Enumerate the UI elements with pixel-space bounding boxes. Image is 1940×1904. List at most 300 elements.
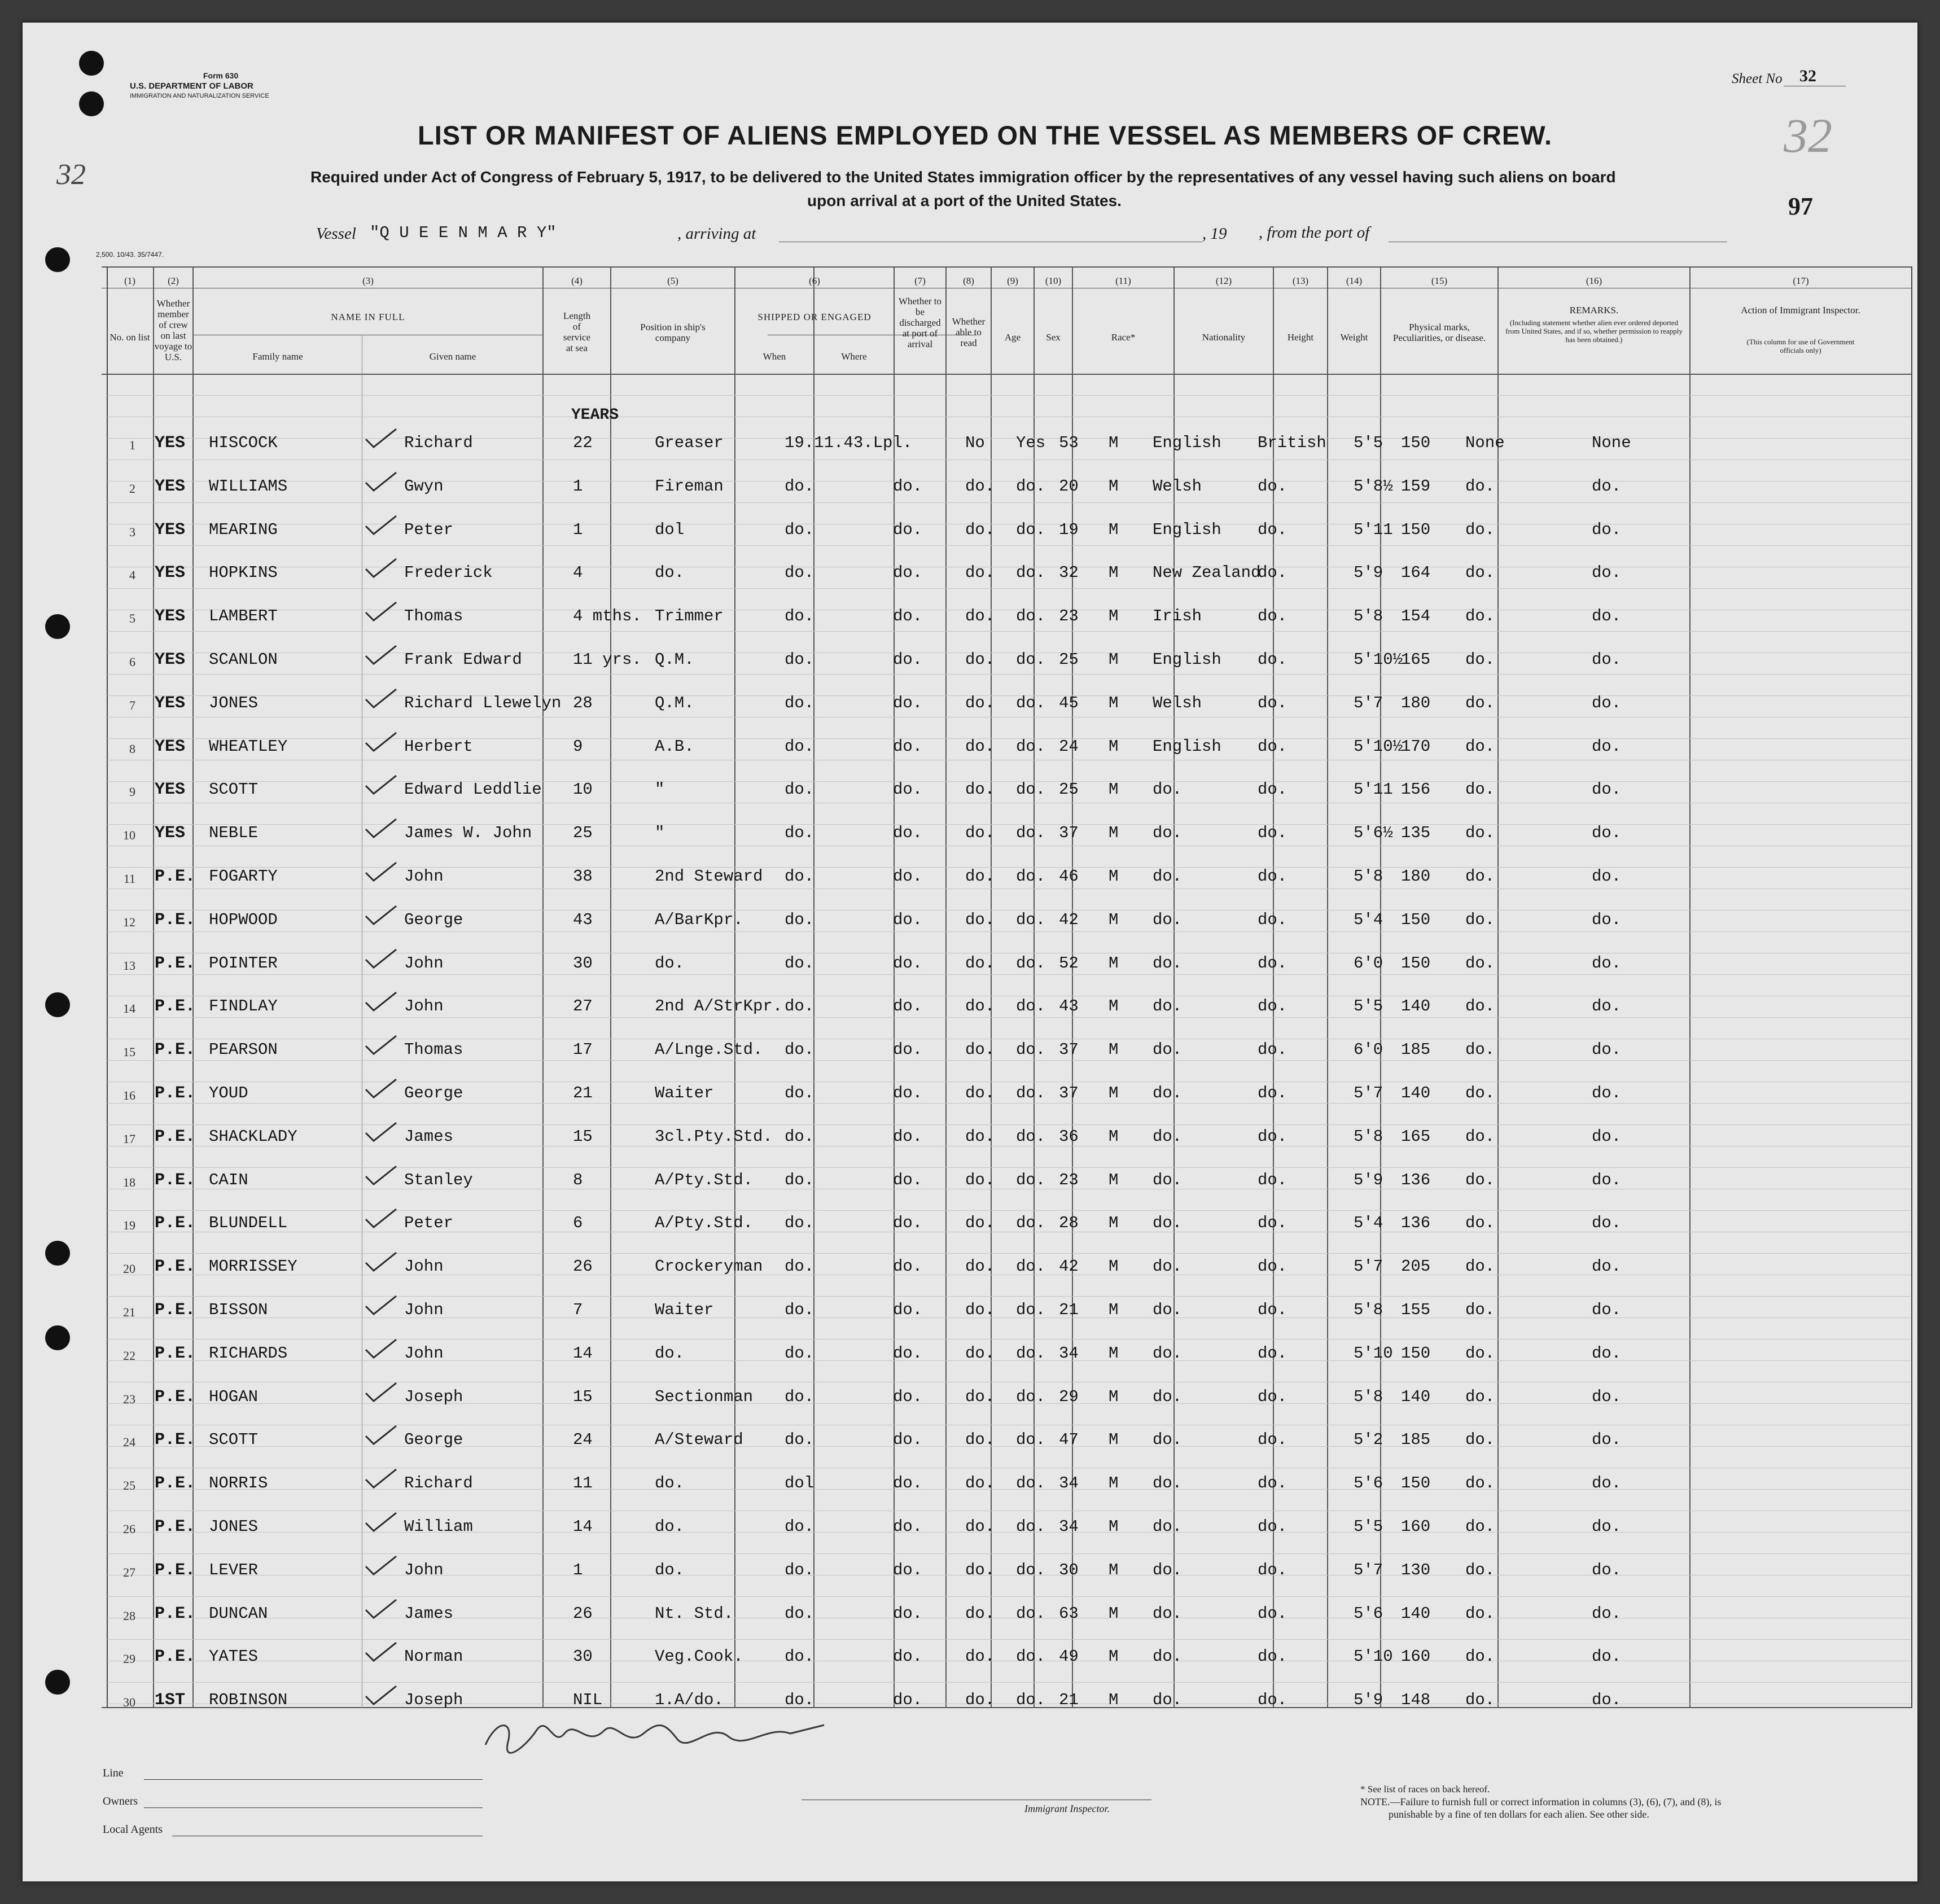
cell-crew: P.E. [155,1214,196,1233]
col-15-label: Physical marks, Peculiarities, or disease. [1392,322,1486,343]
cell-remarks: do. [1592,910,1622,929]
cell-service: 4 mths. [573,607,642,626]
cell-race: New Zealand [1153,563,1261,583]
cell-remarks: do. [1592,607,1622,626]
cell-service: 8 [573,1170,583,1189]
cell-given: John [404,1301,444,1319]
cell-height: 5'10½ [1354,650,1403,669]
cell-age: 34 [1059,1474,1079,1493]
cell-age: 42 [1059,1257,1079,1276]
table-row [23,559,1917,593]
col-10-label: Sex [1046,332,1061,343]
cell-race: do. [1153,1214,1183,1233]
cell-weight: 164 [1401,563,1431,583]
cell-race: do. [1153,1691,1183,1710]
cell-race: do. [1153,780,1183,799]
cell-service: 10 [573,780,593,799]
cell-marks: do. [1465,1517,1495,1536]
cell-service: 24 [573,1430,593,1450]
cell-position: " [655,824,665,843]
cell-disch: do. [965,1084,995,1102]
cell-sex: M [1109,1040,1119,1060]
check-mark-icon [361,514,401,536]
cell-family: DUNCAN [209,1604,268,1623]
cell-marks: None [1465,434,1505,452]
cell-remarks: do. [1592,1214,1622,1233]
cell-marks: do. [1465,780,1495,799]
cell-read: do. [1016,867,1046,886]
col-3-label: NAME IN FULL [331,312,405,322]
cell-nat: do. [1258,607,1288,626]
cell-race: English [1153,737,1221,756]
col-4-label: Length of service at sea [563,310,591,353]
cell-nat: do. [1258,953,1288,973]
cell-remarks: do. [1592,476,1622,496]
table-row [23,1166,1917,1200]
cell-family: YATES [209,1647,259,1666]
cell-read: do. [1016,1691,1046,1710]
cell-marks: do. [1465,1474,1495,1493]
check-mark-icon [361,1511,401,1533]
cell-height: 6'0 [1354,1040,1383,1060]
note-line-1: NOTE.—Failure to furnish full or correct information in columns (3), (6), (7), and (8), is [1360,1796,1722,1807]
row-number: 1 [129,438,135,452]
check-mark-icon [361,1554,401,1577]
cell-sex: M [1109,476,1119,496]
col-16-label: REMARKS. [1569,305,1619,316]
cell-disch: do. [965,867,995,886]
cell-read: do. [1016,1301,1046,1319]
cell-weight: 165 [1401,1127,1431,1146]
cell-marks: do. [1465,997,1495,1016]
cell-when: do. [785,1387,814,1406]
cell-service: 4 [573,563,583,583]
cell-read: do. [1016,1604,1046,1623]
cell-marks: do. [1465,1170,1495,1189]
cell-height: 5'9 [1354,563,1383,583]
cell-crew: P.E. [155,1127,196,1146]
check-mark-icon [361,990,401,1013]
cell-disch: do. [965,737,995,756]
check-mark-icon [361,470,401,493]
cell-height: 5'7 [1354,1560,1383,1579]
row-number: 18 [123,1175,135,1189]
cell-where: do. [893,1214,923,1233]
col-17-sublabel: (This column for use of Government officials only) [1746,338,1855,354]
cell-where: do. [893,1257,923,1276]
table-row [23,1556,1917,1590]
cell-sex: M [1109,1691,1119,1710]
cell-weight: 165 [1401,650,1431,669]
cell-where: do. [893,737,923,756]
col-11-label: Race* [1111,332,1136,343]
cell-read: do. [1016,953,1046,973]
cell-given: Stanley [404,1170,473,1189]
cell-family: HOPKINS [209,563,278,583]
cell-disch: do. [965,1430,995,1450]
cell-age: 43 [1059,997,1079,1016]
cell-race: do. [1153,824,1183,843]
cell-when: do. [785,1301,814,1319]
cell-position: do. [655,953,685,973]
cell-remarks: do. [1592,1127,1622,1146]
cell-nat: do. [1258,1474,1288,1493]
cell-weight: 150 [1401,910,1431,929]
cell-height: 5'8 [1354,867,1383,886]
ruled-line [107,1682,1911,1683]
cell-given: John [404,997,444,1016]
cell-age: 36 [1059,1127,1079,1146]
table-row [23,1123,1917,1157]
cell-race: do. [1153,1517,1183,1536]
cell-given: John [404,1343,444,1363]
cell-read: do. [1016,1647,1046,1666]
cell-given: George [404,1084,463,1102]
table-row [23,733,1917,767]
cell-sex: M [1109,1170,1119,1189]
cell-weight: 135 [1401,824,1431,843]
cell-disch: do. [965,693,995,712]
cell-crew: P.E. [155,1560,196,1580]
row-number: 11 [123,872,135,886]
cell-service: 1 [573,520,583,539]
check-mark-icon [361,1034,401,1056]
cell-position: 2nd Steward [655,867,763,886]
from-port-label: , from the port of [1259,224,1370,242]
cell-given: Frederick [404,563,493,583]
cell-disch: do. [965,563,995,583]
cell-height: 5'8½ [1354,476,1393,496]
cell-when: do. [785,780,814,799]
cell-remarks: do. [1592,997,1622,1016]
cell-where: do. [893,997,923,1016]
cell-family: LAMBERT [209,607,278,626]
cell-marks: do. [1465,910,1495,929]
cell-when: do. [785,824,814,843]
cell-crew: YES [155,650,186,669]
cell-where: do. [893,780,923,799]
col-6b-label: Where [841,351,867,362]
cell-given: Thomas [404,1040,463,1060]
cell-crew: P.E. [155,1040,196,1060]
cell-race: do. [1153,953,1183,973]
cell-race: do. [1153,1647,1183,1666]
year-label: , 19 [1202,225,1227,243]
check-mark-icon [361,1337,401,1360]
page-title: LIST OR MANIFEST OF ALIENS EMPLOYED ON THE VESSEL AS MEMBERS OF CREW. [418,120,1553,150]
cell-family: FINDLAY [209,997,278,1016]
cell-height: 5'8 [1354,607,1383,626]
cell-position: Nt. Std. [655,1604,734,1623]
cell-nat: do. [1258,1257,1288,1276]
col-17-label: Action of Immigrant Inspector. [1741,305,1860,316]
cell-given: Richard [404,434,473,452]
cell-crew: YES [155,434,186,453]
cell-nat: British [1258,434,1326,452]
note-line-2: punishable by a fine of ten dollars for each alien. See other side. [1389,1809,1649,1820]
cell-read: do. [1016,1214,1046,1233]
cell-height: 5'2 [1354,1430,1383,1450]
cell-nat: do. [1258,737,1288,756]
cell-family: SCOTT [209,780,259,799]
check-mark-icon [361,1381,401,1403]
cell-disch: do. [965,953,995,973]
cell-weight: 150 [1401,520,1431,539]
cell-crew: P.E. [155,1430,196,1450]
check-mark-icon [361,860,401,883]
cell-weight: 170 [1401,737,1431,756]
cell-height: 5'10 [1354,1343,1393,1363]
row-number: 16 [123,1088,135,1102]
row-number: 7 [129,698,135,712]
cell-service: 14 [573,1343,593,1363]
col-9-label: Age [1004,332,1021,343]
cell-crew: P.E. [155,910,196,930]
row-number: 24 [123,1435,135,1450]
cell-position: Waiter [655,1301,714,1319]
cell-nat: do. [1258,1084,1288,1102]
cell-position: do. [655,1343,685,1363]
row-number: 22 [123,1348,135,1363]
col-5-number: (5) [667,275,678,286]
cell-position: do. [655,1474,685,1493]
row-number: 3 [129,524,135,539]
cell-sex: M [1109,737,1119,756]
header-bottom-rule [102,374,1912,375]
cell-given: Thomas [404,607,463,626]
row-number: 29 [123,1652,135,1666]
check-mark-icon [361,773,401,796]
cell-height: 5'5 [1354,997,1383,1016]
cell-service: 7 [573,1301,583,1319]
cell-service: 30 [573,1647,593,1666]
row-number: 26 [123,1522,135,1536]
cell-service: 1 [573,476,583,496]
table-top-rule [102,266,1912,268]
cell-service: 26 [573,1604,593,1623]
table-row [23,819,1917,853]
cell-nat: do. [1258,824,1288,843]
cell-disch: do. [965,607,995,626]
cell-marks: do. [1465,1647,1495,1666]
cell-crew: P.E. [155,867,196,886]
cell-when: do. [785,1214,814,1233]
table-row [23,602,1917,636]
cell-nat: do. [1258,1604,1288,1623]
cell-marks: do. [1465,1430,1495,1450]
cell-where: do. [893,1387,923,1406]
cell-height: 5'6 [1354,1474,1383,1493]
cell-age: 21 [1059,1301,1079,1319]
cell-sex: M [1109,1387,1119,1406]
cell-crew: P.E. [155,1647,196,1667]
sheet-label: Sheet No [1732,71,1783,86]
cell-disch: do. [965,1387,995,1406]
table-row [23,689,1917,723]
cell-weight: 130 [1401,1560,1431,1579]
cell-family: HOPWOOD [209,910,278,929]
cell-service: 21 [573,1084,593,1102]
cell-family: RICHARDS [209,1343,288,1363]
cell-where: do. [893,1301,923,1319]
cell-disch: do. [965,910,995,929]
cell-weight: 136 [1401,1170,1431,1189]
cell-height: 6'0 [1354,953,1383,973]
col-7-label: Whether to be discharged at port of arrival [899,296,941,349]
cell-nat: do. [1258,693,1288,712]
cell-sex: M [1109,1430,1119,1450]
row-number: 21 [123,1305,135,1319]
cell-read: do. [1016,737,1046,756]
cell-nat: do. [1258,1517,1288,1536]
col-1-label: No. on list [110,332,150,343]
cell-age: 28 [1059,1214,1079,1233]
cell-sex: M [1109,1474,1119,1493]
cell-position: do. [655,1560,685,1579]
cell-family: HOGAN [209,1387,259,1406]
col-8-label: Whether able to read [952,316,986,348]
cell-marks: do. [1465,1084,1495,1102]
cell-where: do. [893,1084,923,1102]
cell-sex: M [1109,693,1119,712]
cell-where: do. [893,1517,923,1536]
cell-nat: do. [1258,1387,1288,1406]
cell-race: do. [1153,1170,1183,1189]
cell-sex: M [1109,1560,1119,1579]
cell-service: 26 [573,1257,593,1276]
cell-read: do. [1016,1127,1046,1146]
cell-family: MORRISSEY [209,1257,297,1276]
cell-disch: do. [965,1517,995,1536]
cell-marks: do. [1465,1040,1495,1060]
cell-sex: M [1109,1084,1119,1102]
cell-service: 28 [573,693,593,712]
cell-disch: do. [965,1474,995,1493]
ruled-line [107,1639,1911,1640]
cell-position: Q.M. [655,693,694,712]
check-mark-icon [361,730,401,753]
cell-when: do. [785,1604,814,1623]
cell-nat: do. [1258,997,1288,1016]
cell-where: do. [893,1170,923,1189]
line-label: Line [103,1767,124,1779]
arriving-label: , arriving at [677,225,756,243]
cell-position: A/BarKpr. [655,910,743,929]
cell-disch: do. [965,1301,995,1319]
cell-remarks: do. [1592,1387,1622,1406]
cell-when: do. [785,737,814,756]
check-mark-icon [361,947,401,970]
local-agents-label: Local Agents [103,1823,163,1836]
col-16-number: (16) [1586,275,1602,286]
cell-crew: P.E. [155,953,196,973]
cell-when: do. [785,997,814,1016]
cell-nat: do. [1258,520,1288,539]
cell-position: A.B. [655,737,694,756]
col-17-number: (17) [1793,275,1809,286]
cell-marks: do. [1465,650,1495,669]
cell-read: do. [1016,780,1046,799]
cell-weight: 140 [1401,1604,1431,1623]
cell-when: do. [785,1127,814,1146]
row-number: 25 [123,1478,135,1493]
cell-race: Irish [1153,607,1202,626]
row-number: 9 [129,785,135,799]
table-row [23,1383,1917,1417]
cell-where: do. [893,563,923,583]
row-number: 5 [129,611,135,626]
table-row [23,1296,1917,1330]
cell-nat: do. [1258,1301,1288,1319]
cell-family: LEVER [209,1560,259,1579]
row-number: 15 [123,1045,135,1060]
cell-weight: 159 [1401,476,1431,496]
row-number: 30 [123,1695,135,1710]
cell-read: do. [1016,997,1046,1016]
cell-read: do. [1016,910,1046,929]
cell-when: do. [785,1647,814,1666]
cell-read: do. [1016,607,1046,626]
cell-when: do. [785,1170,814,1189]
cell-crew: P.E. [155,1084,196,1103]
table-row [23,1209,1917,1243]
cell-age: 30 [1059,1560,1079,1579]
cell-service: 6 [573,1214,583,1233]
cell-nat: do. [1258,476,1288,496]
cell-crew: P.E. [155,1604,196,1623]
owners-label: Owners [103,1795,138,1807]
table-row [23,863,1917,896]
cell-height: 5'8 [1354,1387,1383,1406]
cell-age: 46 [1059,867,1079,886]
cell-service: 27 [573,997,593,1016]
cell-disch: do. [965,476,995,496]
left-handwritten-number: 32 [56,159,86,191]
cell-crew: YES [155,607,186,627]
cell-remarks: do. [1592,867,1622,886]
cell-disch: do. [965,1127,995,1146]
cell-where: do. [893,1127,923,1146]
cell-when: do. [785,693,814,712]
cell-age: 23 [1059,1170,1079,1189]
cell-remarks: do. [1592,650,1622,669]
cell-where: do. [893,867,923,886]
cell-position: Crockeryman [655,1257,763,1276]
cell-read: Yes [1016,434,1046,452]
check-mark-icon [361,1467,401,1490]
cell-race: English [1153,650,1221,669]
cell-disch: do. [965,1257,995,1276]
cell-crew: P.E. [155,1474,196,1494]
cell-disch: do. [965,997,995,1016]
cell-crew: YES [155,737,186,756]
col-12-number: (12) [1215,275,1232,286]
ruled-line [107,395,1911,396]
check-mark-icon [361,1250,401,1273]
cell-family: PEARSON [209,1040,278,1060]
cell-family: BISSON [209,1301,268,1319]
row-number: 4 [129,568,135,583]
cell-age: 24 [1059,737,1079,756]
department: U.S. DEPARTMENT OF LABOR [130,81,253,91]
cell-crew: P.E. [155,1343,196,1363]
cell-race: do. [1153,1474,1183,1493]
cell-when: do. [785,520,814,539]
cell-when: do. [785,563,814,583]
cell-position: 3cl.Pty.Std. [655,1127,773,1146]
cell-sex: M [1109,1343,1119,1363]
cell-position: A/Pty.Std. [655,1170,754,1189]
